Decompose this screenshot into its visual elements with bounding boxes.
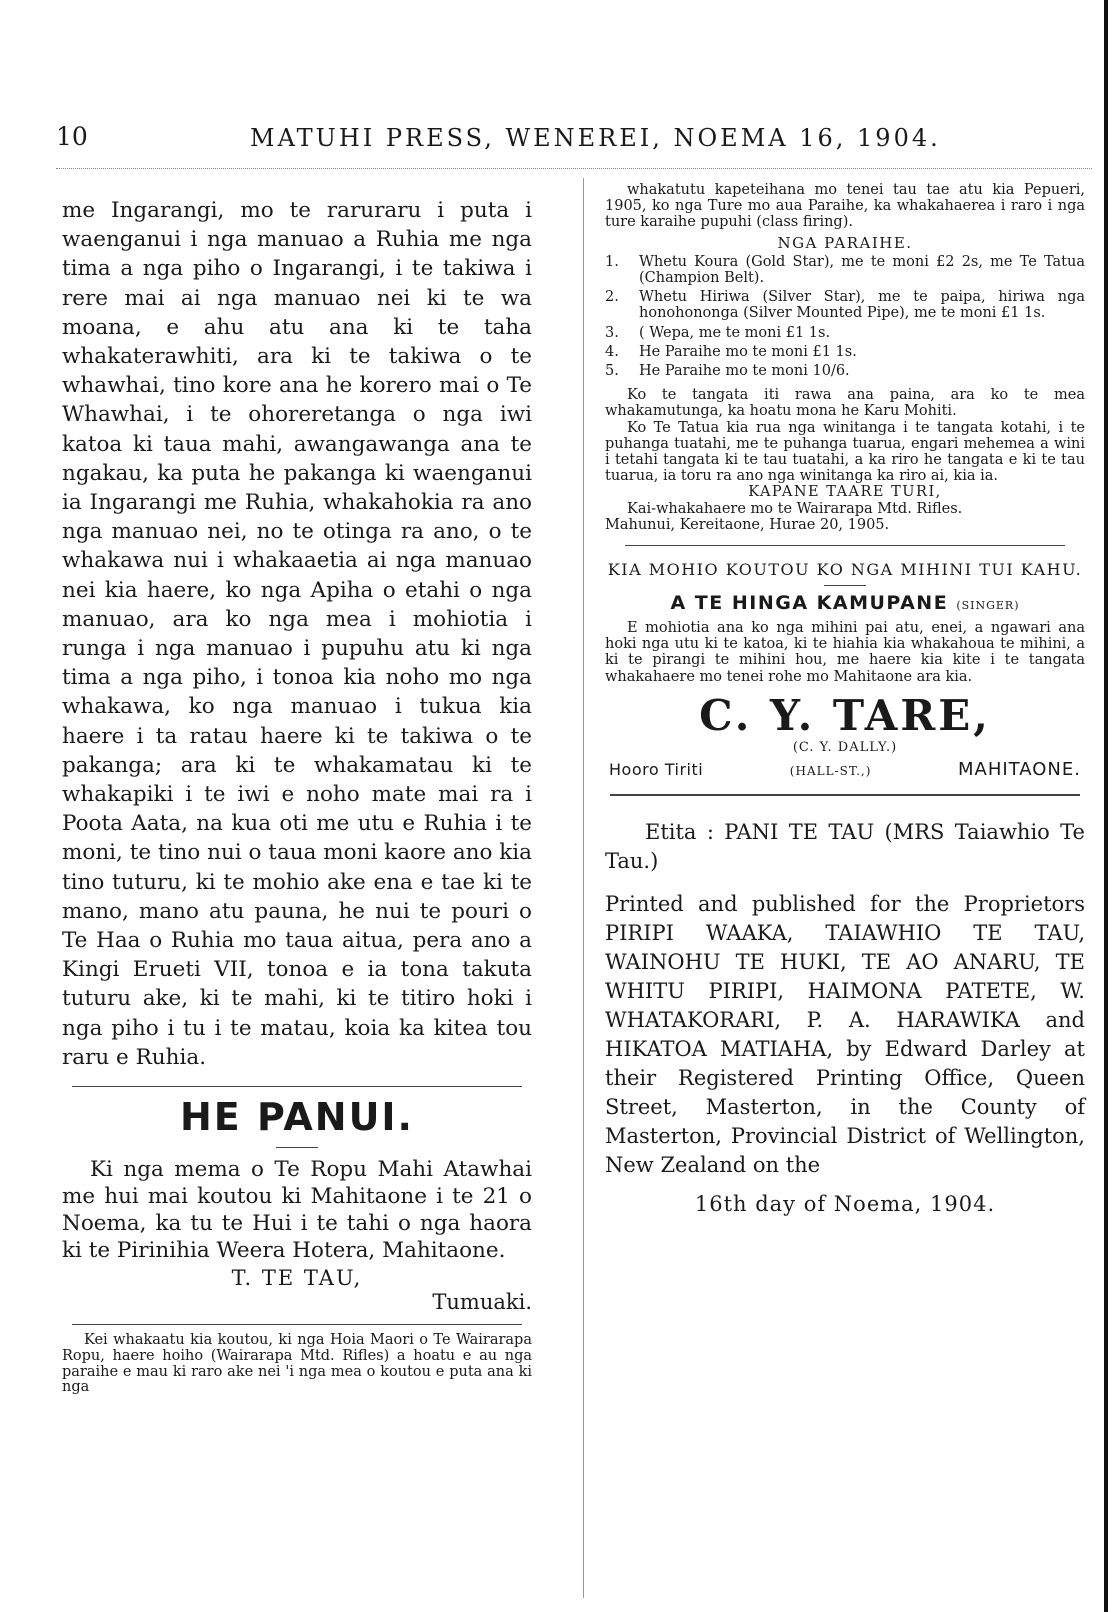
- prizes-heading: NGA PARAIHE.: [777, 233, 913, 252]
- rules-text-2: Ko Te Tatua kia rua nga winitanga i te tangata kotahi, i te puhanga tuatahi, me te puhanga tuarua, engari mehemea a wini i tetahi tangata ki te tau tuatahi, a ka riro he tangata e ki te tau tuarua, ia toru ra ano nga winitanga ka riro ai, kia ia.: [605, 419, 1085, 485]
- article-text: me Ingarangi, mo te raruraru i puta i waenganui i nga manuao a Ruhia me nga tima a nga piho o Ingarangi, i te takiwa i rere mai ai nga manuao nei ki te wa moana, e ahu atu ana ki te taha whakaterawhiti, ara ki te takiwa o te whawhai, tino kore ana he korero mai o Te Whawhai, i te ohoreretanga o nga iwi katoa ki taua mahi, awangawanga ana te ngakau, ka puta he pakanga ki waenganui ia Ingarangi me Ruhia, whakahokia ra ano nga manuao nei, no te otinga ra ano, o te whakawa nui i whakaaetia ai nga manuao nei kia haere, ko nga Apiha o etahi o nga manuao, ara ko nga mea i mohiotia i runga i nga manuao i pupuhu atu ki nga tima a nga piho, i tonoa kia noho mo nga whakawa, ko nga manuao i tukua kia haere i ta ratau haere ki te takiwa o te pakanga; ara ki te whakamatau ki te whakapiki i te iwi e noho mate mai ra i Poota Aata, na kua oti me utu e Ruhia i te moni, te tino nui o taua moni kaore ano kia tino tuturu, ki te mohio ake ena e tae ki te mano, mano atu pauna, he nui te pouri o Te Haa o Ruhia mo taua aitua, pera ano a Kingi Erueti VII, tonoa e ia tona takuta tuturu ake, ki te mahi, ki te titiro hoki i nga piho i tu i te matau, koia ka kitea tou raru e Ruhia.: [62, 198, 532, 1070]
- prize-number: 5.: [605, 363, 619, 380]
- page-edge-rule: [1104, 0, 1108, 1612]
- prize-list: [605, 254, 1085, 379]
- section-rule: [72, 1086, 522, 1087]
- advert-street-english: (HALL-ST.,): [789, 763, 872, 778]
- left-column: [62, 196, 532, 1396]
- prize-text: Whetu Koura (Gold Star), me te moni £2 2s, me Te Tatua (Champion Belt).: [639, 253, 1085, 287]
- prize-text: Whetu Hiriwa (Silver Star), me te paipa, hiriwa nga honohononga (Silver Mounted Pipe), me te moni £1 1s.: [639, 289, 1085, 322]
- panui-text: Ki nga mema o Te Ropu Mahi Atawhai me hui mai koutou ki Mahitaone i te 21 o Noema, ka tu te Hui i te tahi o nga haora ki te Pirinihia Weera Hotera, Mahitaone.: [62, 1157, 532, 1264]
- panui-heading: HE PANUI.: [180, 1095, 414, 1140]
- rifles-notice-text: Kei whakaatu kia koutou, ki nga Hoia Maori o Te Wairarapa Ropu, haere hoiho (Wairarapa Mtd. Rifles) a hoatu e au nga paraihe e mau ki raro ake nei 'i nga mea o koutou e puta ana ki nga: [62, 1332, 532, 1396]
- advert-company-note: (SINGER): [956, 599, 1020, 613]
- advert-company-name: A TE HINGA KAMUPANE: [670, 592, 949, 615]
- panui-signature-title: Tumuaki.: [432, 1290, 532, 1315]
- signer-name: KAPANE TAARE TURI,: [748, 484, 942, 501]
- prize-number: 2.: [605, 289, 619, 306]
- notice-continuation-text: whakatutu kapeteihana mo tenei tau tae atu kia Pepueri, 1905, ko nga Ture mo aua Paraihe, ka whakahaerea i raro i nga ture karaihe pupuhi (class firing).: [605, 182, 1085, 231]
- prize-number: 3.: [605, 324, 619, 341]
- page-number: 10: [56, 122, 88, 151]
- advert-text: E mohiotia ana ko nga mihini pai atu, enei, a ngawari ana hoki nga utu ki te katoa, ki te hiahia kia whakahoua te mihini, a ki te pirangi te mihini hou, me haere kia kite i te tangata whakahaere mo tenei rohe mo Mahitaone ara kia.: [605, 620, 1085, 685]
- rules-text-1: Ko te tangata iti rawa ana paina, ara ko te mea whakamutunga, ka hoatu mona he Karu Mohiti.: [605, 387, 1085, 420]
- short-rule: [276, 1147, 318, 1148]
- imprint-text: Printed and published for the Proprietors PIRIPI WAAKA, TAIAWHIO TE TAU, WAINOHU TE HUKI, TE AO ANARU, TE WHITU PIRIPI, HAIMONA PATETE, W. WHATAKORARI, P. A. HARAWIKA and HIKATOA MATIAHA, by Edward Darley at their Registered Printing Office, Queen Street, Masterton, in the County of Masterton, Provincial District of Wellington, New Zealand on the: [605, 891, 1085, 1177]
- prize-number: 1.: [605, 253, 619, 270]
- advert-agent-name-english: (C. Y. DALLY.): [792, 739, 898, 755]
- signer-title: Kai-whakahaere mo te Wairarapa Mtd. Rifles.: [627, 500, 963, 517]
- prize-item: [605, 254, 1085, 286]
- advert-address: [609, 759, 1081, 780]
- advert-street: Hooro Tiriti: [609, 759, 704, 779]
- header-rule: [56, 168, 1092, 169]
- right-column: [605, 182, 1085, 1216]
- prize-item: [605, 363, 1085, 379]
- advert-town: MAHITAONE.: [957, 758, 1081, 780]
- advert-agent-name: C. Y. TARE,: [699, 690, 991, 740]
- prize-item: [605, 325, 1085, 341]
- advert-subheading: [605, 592, 1085, 614]
- editor-line: Etita : PANI TE TAU (MRS Taiawhio Te Tau.): [605, 819, 1085, 873]
- section-rule: [72, 1324, 522, 1325]
- prize-item: [605, 344, 1085, 360]
- prize-item: [605, 289, 1085, 321]
- panui-signature-name: T. TE TAU,: [231, 1266, 363, 1291]
- column-divider: [583, 178, 584, 1598]
- short-rule: [824, 585, 866, 586]
- prize-text: He Paraihe mo te moni 10/6.: [639, 363, 850, 380]
- advert-heading: KIA MOHIO KOUTOU KO NGA MIHINI TUI KAHU.: [607, 560, 1083, 580]
- masthead-running-title: MATUHI PRESS, WENEREI, NOEMA 16, 1904.: [250, 124, 941, 152]
- section-rule: [610, 794, 1080, 796]
- signer-place: Mahunui, Kereitaone, Hurae 20, 1905.: [605, 516, 890, 533]
- section-rule: [625, 545, 1065, 546]
- imprint-date: 16th day of Noema, 1904.: [694, 1191, 996, 1216]
- prize-text: ( Wepa, me te moni £1 1s.: [639, 324, 831, 341]
- prize-text: He Paraihe mo te moni £1 1s.: [639, 343, 857, 360]
- prize-number: 4.: [605, 343, 619, 360]
